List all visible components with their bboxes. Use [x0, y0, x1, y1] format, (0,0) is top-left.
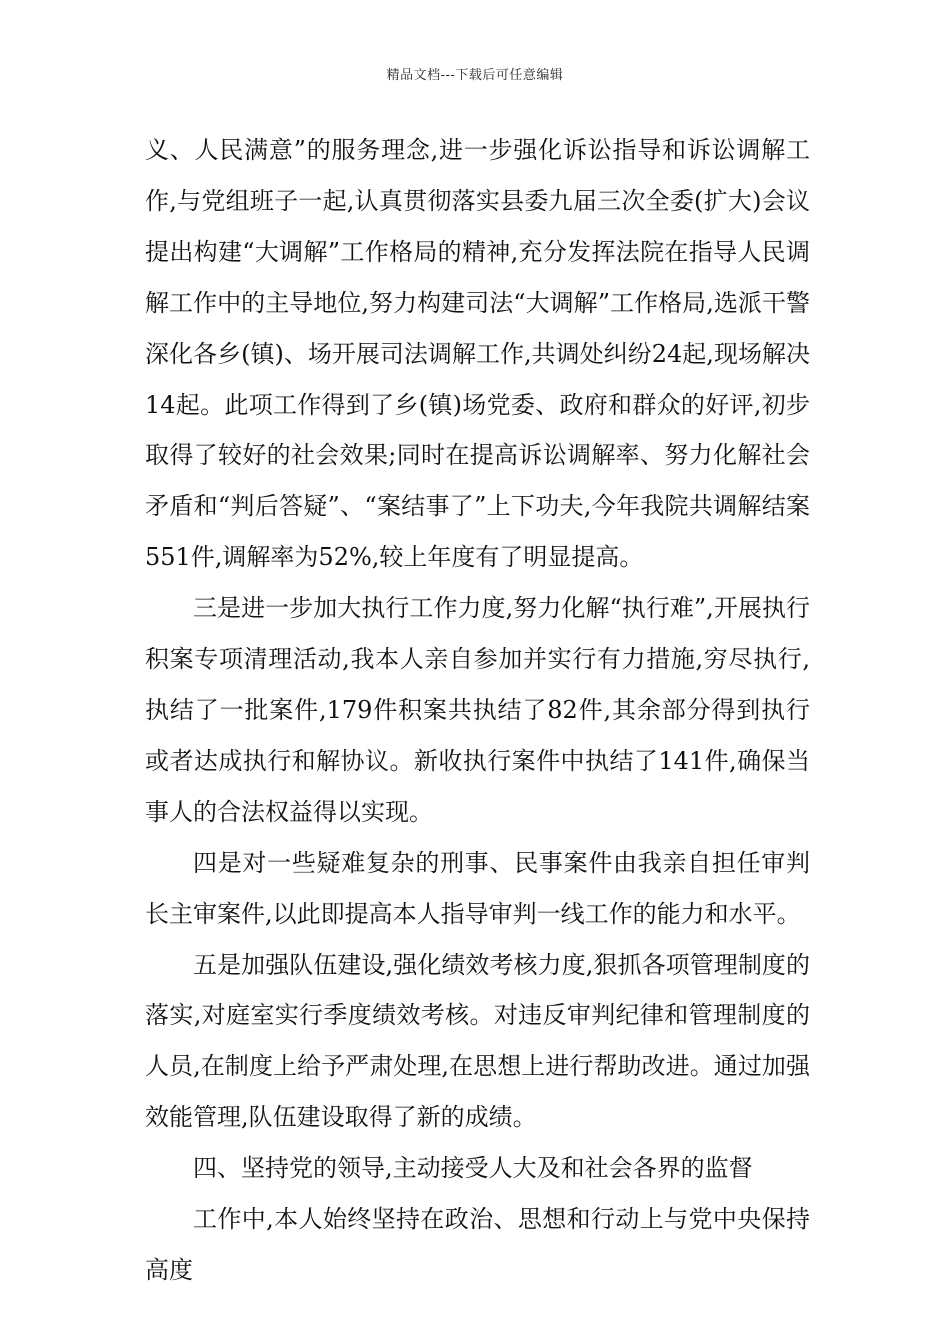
paragraph-mediation-work: 义、人民满意”的服务理念,进一步强化诉讼指导和诉讼调解工作,与党组班子一起,认真贯彻落实县委九届三次全委(扩大)会议提出构建“大调解”工作格局的精神,充分发挥法院在指导人民调解工作中的主导地位,努力构建司法“大调解”工作格局,选派干警深化各乡(镇)、场开展司法调解工作,共调处纠纷24起,现场解决14起。此项工作得到了乡(镇)场党委、政府和群众的好评,初步取得了较好的社会效果;同时在提高诉讼调解率、努力化解社会矛盾和“判后答疑”、“案结事了”上下功夫,今年我院共调解结案551件,调解率为52%,较上年度有了明显提高。 [145, 136, 810, 572]
paragraph-team-building: 五是加强队伍建设,强化绩效考核力度,狠抓各项管理制度的落实,对庭室实行季度绩效考核。对违反审判纪律和管理制度的人员,在制度上给予严肃处理,在思想上进行帮助改进。通过加强效能管理,队伍建设取得了新的成绩。 [145, 950, 810, 1132]
paragraph-enforcement-work: 三是进一步加大执行工作力度,努力化解“执行难”,开展执行积案专项清理活动,我本人亲自参加并实行有力措施,穷尽执行,执结了一批案件,179件积案共执结了82件,其余部分得到执行或者达成执行和解协议。新收执行案件中执结了141件,确保当事人的合法权益得以实现。 [145, 594, 810, 826]
document-body [145, 125, 810, 1296]
page-header: 精品文档---下载后可任意编辑 [386, 68, 564, 83]
paragraph-political-alignment: 工作中,本人始终坚持在政治、思想和行动上与党中央保持高度 [145, 1205, 810, 1284]
section-heading-party-leadership: 四、坚持党的领导,主动接受人大及和社会各界的监督 [193, 1154, 753, 1183]
paragraph-complex-cases: 四是对一些疑难复杂的刑事、民事案件由我亲自担任审判长主审案件,以此即提高本人指导审判一线工作的能力和水平。 [145, 848, 810, 928]
